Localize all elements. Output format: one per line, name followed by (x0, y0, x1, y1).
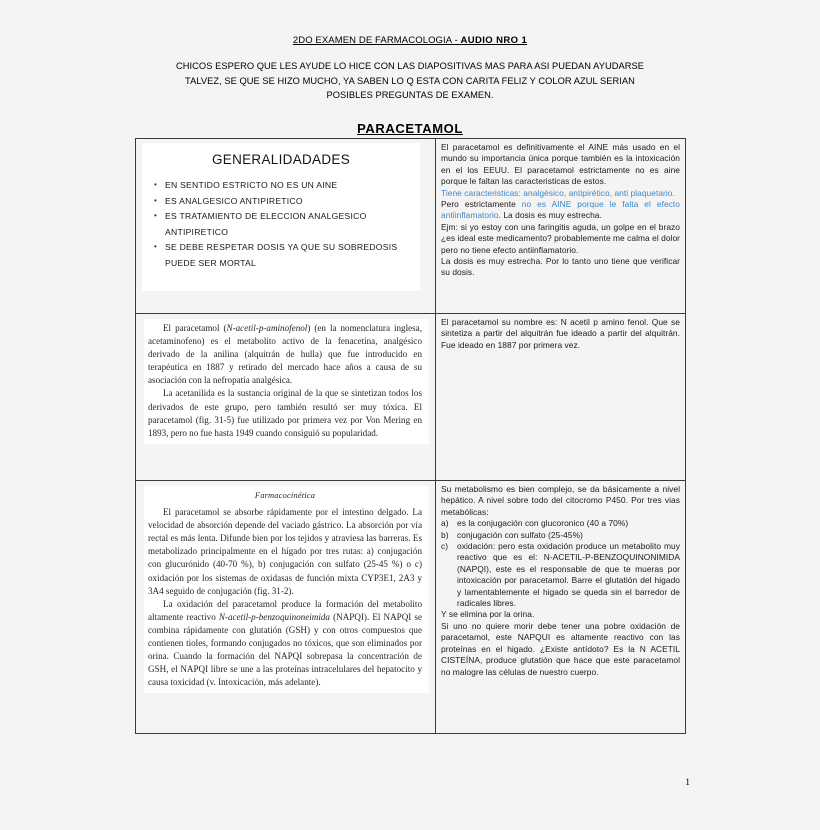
metabolic-routes-list (441, 518, 680, 609)
transcription-paragraph: La dosis es muy estrecha. Por lo tanto uno tiene que verificar su dosis. (441, 256, 680, 278)
text-highlight: no es AINE porque le falta el efecto antiinflamatorio (441, 199, 680, 221)
transcription-paragraph: Su metabolismo es bien complejo, se da básicamente a nivel hepático. A nivel sobre todo del citocromo P450. Por tres vias metabólicas: (441, 484, 680, 517)
cell-transcription-2 (436, 314, 686, 481)
text-post: . La dosis es muy estrecha. (498, 210, 602, 221)
page-title (130, 34, 690, 48)
list-item-body: oxidación: pero esta oxidación produce un metabolito muy reactivo que es el: N-ACETIL-P-BENZOQUINONIMIDA (NAPQI), este es el responsable de que te mueras por intoxicación por paracetamol. Barre el glutatión del higado y lamentablemente el higado se queda sin el barredor de radicales libres. (457, 541, 680, 609)
transcription-paragraph-mixed (441, 199, 680, 222)
transcription-paragraph: El paracetamol es definitivamente el AINE más usado en el mundo su importancia única porque también es la intoxicación en el los EEUU. El paracetamol estrictamente no es aine porque le faltan las caracteristicas de estos. (441, 142, 680, 187)
cell-book-scan-1 (136, 314, 436, 481)
transcription-text-3 (436, 481, 685, 681)
cell-slide-generalidades (136, 139, 436, 314)
page-title-bold: AUDIO NRO 1 (460, 35, 528, 46)
slide-bullet: • SE DEBE RESPETAR DOSIS YA QUE SU SOBREDOSIS PUEDE SER MORTAL (154, 240, 412, 271)
scan-text-pre: La oxidación del paracetamol produce la formación del metabolito altamente reactivo (148, 598, 422, 622)
scan-section-heading: Farmacocinética (254, 491, 316, 500)
cell-transcription-3 (436, 481, 686, 734)
transcription-paragraph: El paracetamol su nombre es: N acetil p amino fenol. Que se sintetiza a partir del alquitrán fue ideado a partir del alquitrán. Fue ideado en 1887 por primera vez. (441, 317, 680, 350)
intro-line-1: CHICOS ESPERO QUE LES AYUDE LO HICE CON LAS DIAPOSITIVAS MAS PARA ASI PUEDAN AYUDARSE (175, 61, 644, 71)
list-item-body: conjugación con sulfato (25-45%) (457, 529, 583, 540)
slide-bullet: • ES ANALGESICO ANTIPIRETICO (154, 194, 412, 210)
cell-book-scan-2 (136, 481, 436, 734)
transcription-text-2 (436, 314, 685, 354)
book-scan-image-2 (144, 486, 429, 693)
scan-text-post: (NAPQI). El NAPQI se combina rápidamente con glutatión (GSH) y con otros compuestos que contienen tioles, formando conjugados no tóxicos, que son eliminados por orina. Cuando la formación del NAPQI sobrepasa la concentración de GSH, el NAPQI libre se une a las proteínas intracelulares del hepatocito y causa toxicidad (v. Intoxicación, más adelante). (148, 611, 422, 688)
scan-text-italic: N-acetil-p-benzoquinoneimida (218, 611, 330, 622)
slide-title: GENERALIDADADES (211, 152, 351, 167)
scan-text-italic: N-acetil-p-aminofenol (226, 323, 308, 333)
transcription-paragraph: Ejm: si yo estoy con una faringitis aguda, un golpe en el brazo ¿es ideal este medicamento? probablemente me calma el dolor pero no tiene efecto antiinflamatorio. (441, 221, 680, 255)
document-header (130, 34, 690, 136)
table-row (136, 314, 686, 481)
book-scan-image-1 (144, 319, 429, 444)
scan-paragraph-mixed (148, 322, 422, 387)
slide-image-generalidades (142, 143, 420, 291)
scan-text-post: ) (en la nomenclatura inglesa, acetaminofeno) es el metabolito activo de la fenacetina, analgésico derivado de la anilina (alquitrán de hulla) que fue introducido en terapéutica en 1887 y retirado del mercado hace años a causa de su asociación con la nefropatía analgésica. (148, 323, 422, 386)
cell-transcription-1 (436, 139, 686, 314)
scan-text-pre: El paracetamol ( (163, 323, 227, 333)
page-number: 1 (685, 778, 690, 788)
slide-bullet-list (142, 178, 420, 271)
list-item (441, 518, 680, 529)
slide-bullet: • ES TRATAMIENTO DE ELECCION ANALGESICO ANTIPIRETICO (154, 209, 412, 240)
table-row (136, 139, 686, 314)
transcription-paragraph-highlight: Tiene caracteristicas: analgésico, antipirético, anti plaquetario. (441, 187, 675, 198)
intro-paragraph (130, 59, 690, 103)
transcription-paragraph: Si uno no quiere morir debe tener una pobre oxidación de paracetamol, este NAPQUI es altamente reactivo con las proteínas en el higado. ¿Existe antídoto? Es la N ACETIL CISTEÍNA, produce glutatión que hace que este paracetamol no malogre las células de nuestro cuerpo. (441, 620, 680, 677)
drug-title: PARACETAMOL (357, 120, 463, 136)
text-pre: Pero estrictamente (441, 199, 522, 210)
list-item-body: es la conjugación con glucoronico (40 a 70%) (457, 518, 629, 529)
list-marker: c) (441, 541, 449, 552)
intro-line-3: POSIBLES PREGUNTAS DE EXAMEN. (326, 90, 494, 100)
list-marker: a) (441, 518, 449, 529)
scan-paragraph: La acetanilida es la sustancia original de la que se sintetizan todos los derivados de este grupo, pero también resultó ser muy tóxica. El paracetamol (fig. 31-5) fue utilizado por primera vez por Von Mering en 1893, pero no fue hasta 1949 cuando consiguió su popularidad. (148, 388, 422, 438)
list-item (441, 541, 680, 609)
scan-paragraph-mixed (148, 598, 422, 690)
scan-paragraph: El paracetamol se absorbe rápidamente por el intestino delgado. La velocidad de absorción depende del vaciado gástrico. La absorción por vía rectal es más lenta. Difunde bien por los tejidos y atraviesa las barreras. Es metabolizado principalmente en el hígado por tres rutas: a) conjugación con glucurónido (40-70 %), b) conjugación con sulfato (25-45 %) o c) oxidación por los sistemas de oxidasas de función mixta CYP3E1, 2A3 y 3A4 seguido de conjugación (fig. 31-2). (148, 507, 422, 596)
intro-line-2: TALVEZ, SE QUE SE HIZO MUCHO, YA SABEN LO Q ESTA CON CARITA FELIZ Y COLOR AZUL SERIAN (185, 75, 635, 86)
transcription-text-1 (436, 139, 685, 282)
page-title-plain: 2DO EXAMEN DE FARMACOLOGIA - (292, 35, 461, 46)
list-item (441, 530, 680, 541)
content-table (135, 138, 686, 734)
table-row (136, 481, 686, 734)
slide-bullet: • EN SENTIDO ESTRICTO NO ES UN AINE (154, 178, 412, 194)
transcription-paragraph: Y se elimina por la orina. (441, 609, 535, 620)
list-marker: b) (441, 529, 449, 540)
